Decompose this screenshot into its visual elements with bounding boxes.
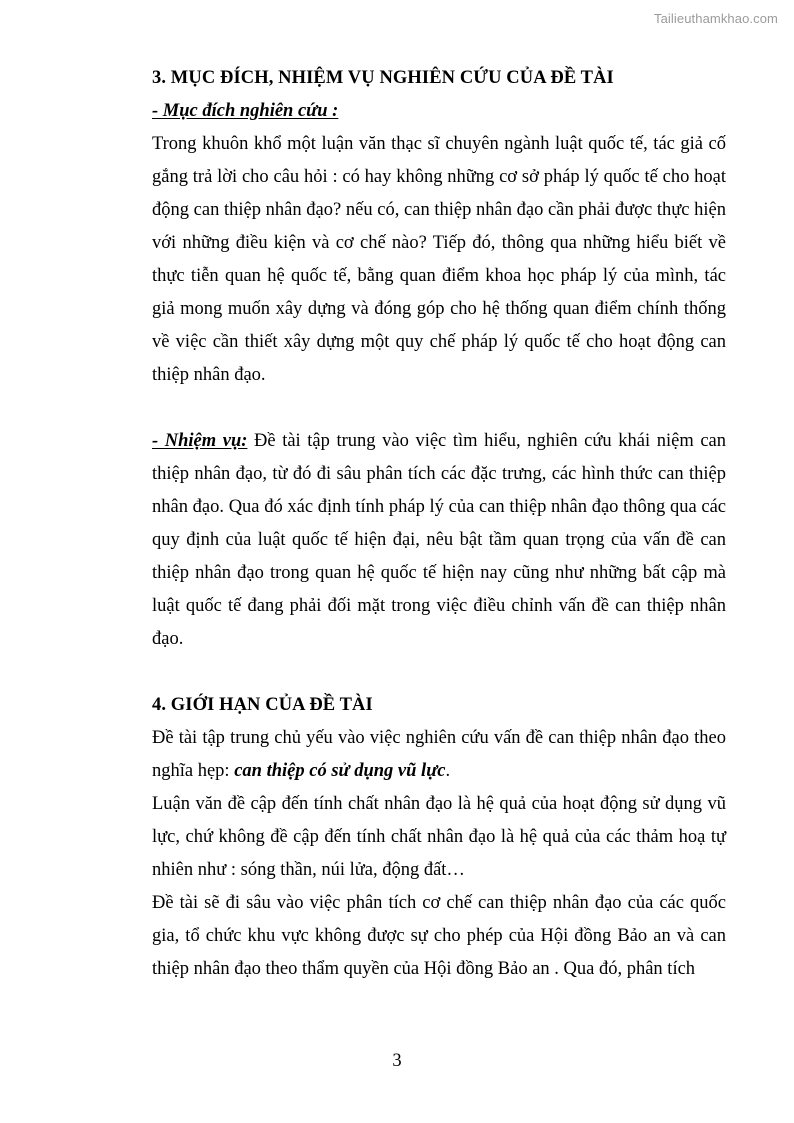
section-4-paragraph-1: [152, 722, 726, 788]
section-3-subheading-label: - Mục đích nghiên cứu :: [152, 101, 339, 121]
section-3-paragraph-2-text: Đề tài tập trung vào việc tìm hiểu, nghiên cứu khái niệm can thiệp nhân đạo, từ đó đi sâu phân tích các đặc trưng, các hình thức can thiệp nhân đạo. Qua đó xác định tính pháp lý của can thiệp nhân đạo thông qua các quy định của luật quốc tế hiện đại, nêu bật tầm quan trọng của vấn đề can thiệp nhân đạo trong quan hệ quốc tế hiện nay cũng như những bất cập mà luật quốc tế đang phải đối mặt trong việc điều chỉnh vấn đề can thiệp nhân đạo.: [152, 431, 726, 649]
section-4-heading: 4. GIỚI HẠN CỦA ĐỀ TÀI: [152, 695, 373, 715]
page-number: 3: [392, 1051, 402, 1071]
section-4-paragraph-1-part2: .: [445, 761, 451, 781]
section-3-paragraph-2-lead: - Nhiệm vụ:: [152, 431, 248, 451]
section-4-paragraph-1-part1: Đề tài tập trung chủ yếu vào việc nghiên cứu vấn đề can thiệp nhân đạo theo nghĩa hẹp:: [152, 728, 726, 781]
section-3-paragraph-2: [152, 425, 726, 656]
section-4-paragraph-1-emphasis: can thiệp có sử dụng vũ lực: [234, 761, 446, 781]
section-3-subheading: [152, 95, 726, 128]
paragraph-spacer: [152, 392, 726, 425]
section-4-paragraph-3: Đề tài sẽ đi sâu vào việc phân tích cơ chế can thiệp nhân đạo của các quốc gia, tổ chức khu vực không được sự cho phép của Hội đồng Bảo an và can thiệp nhân đạo theo thẩm quyền của Hội đồng Bảo an . Qua đó, phân tích: [152, 893, 726, 979]
section-3-heading: 3. MỤC ĐÍCH, NHIỆM VỤ NGHIÊN CỨU CỦA ĐỀ TÀI: [152, 68, 614, 88]
section-spacer: [152, 656, 726, 689]
watermark-text: Tailieuthamkhao.com: [653, 11, 778, 26]
section-3-paragraph-1: Trong khuôn khổ một luận văn thạc sĩ chuyên ngành luật quốc tế, tác giả cố gắng trả lời cho câu hỏi : có hay không những cơ sở pháp lý quốc tế cho hoạt động can thiệp nhân đạo? nếu có, can thiệp nhân đạo cần phải được thực hiện với những điều kiện và cơ chế nào? Tiếp đó, thông qua những hiểu biết về thực tiễn quan hệ quốc tế, bằng quan điểm khoa học pháp lý của mình, tác giả mong muốn xây dựng và đóng góp cho hệ thống quan điểm chính thống về việc cần thiết xây dựng một quy chế pháp lý quốc tế cho hoạt động can thiệp nhân đạo.: [152, 134, 726, 385]
document-body: [152, 62, 726, 986]
section-4-paragraph-2: Luận văn đề cập đến tính chất nhân đạo là hệ quả của hoạt động sử dụng vũ lực, chứ không đề cập đến tính chất nhân đạo là hệ quả của các thảm hoạ tự nhiên như : sóng thần, núi lửa, động đất…: [152, 794, 726, 880]
